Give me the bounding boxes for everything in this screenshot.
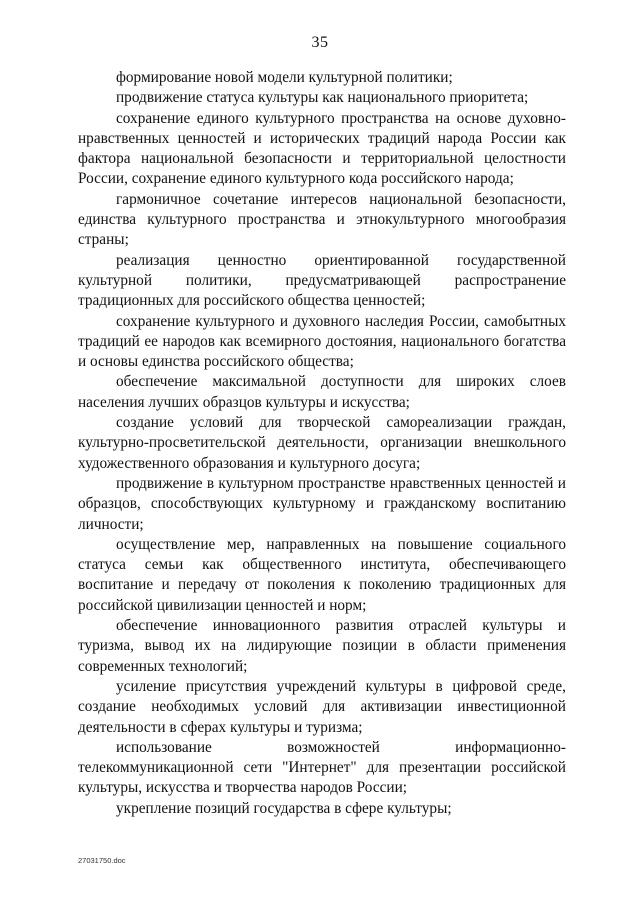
paragraph: создание условий для творческой самореализации граждан, культурно-просветительской деятельности, организации внешкольного художественного образования и культурного досуга;: [78, 414, 566, 472]
paragraph: продвижение в культурном пространстве нравственных ценностей и образцов, способствующих культурному и гражданскому воспитанию личности;: [78, 474, 566, 533]
page-number: 35: [311, 34, 329, 51]
file-name-footer: 27031750.doc: [78, 856, 126, 865]
paragraph: укрепление позиций государства в сфере культуры;: [116, 799, 452, 817]
paragraph: усиление присутствия учреждений культуры в цифровой среде, создание необходимых условий для активизации инвестиционной деятельности в сферах культуры и туризма;: [78, 677, 566, 736]
paragraph: осуществление мер, направленных на повышение социального статуса семьи как общественного института, обеспечивающего воспитание и передачу от поколения к поколению традиционных для российской цивилизации ценностей и норм;: [78, 535, 566, 614]
paragraph: формирование новой модели культурной политики;: [116, 69, 453, 86]
paragraph: обеспечение максимальной доступности для широких слоев населения лучших образцов культуры и искусства;: [78, 373, 566, 411]
paragraph: сохранение единого культурного пространства на основе духовно-нравственных ценностей и исторических традиций народа России как фактора национальной безопасности и территориальной целостности России, сохранение единого культурного кода российского народа;: [78, 109, 566, 188]
paragraph: сохранение культурного и духовного наследия России, самобытных традиций ее народов как всемирного достояния, национального богатства и основы единства российского общества;: [78, 312, 566, 371]
paragraph: гармоничное сочетание интересов национальной безопасности, единства культурного пространства и этнокультурного многообразия страны;: [78, 190, 566, 249]
document-body: [78, 68, 566, 819]
paragraph: обеспечение инновационного развития отраслей культуры и туризма, вывод их на лидирующие позиции в области применения современных технологий;: [78, 617, 566, 675]
paragraph: продвижение статуса культуры как национального приоритета;: [116, 89, 529, 107]
paragraph: реализация ценностно ориентированной государственной культурной политики, предусматривающей распространение традиционных для российского общества ценностей;: [78, 251, 566, 310]
paragraph: использование возможностей информационно-телекоммуникационной сети "Интернет" для презентации российской культуры, искусства и творчества народов России;: [78, 738, 566, 797]
